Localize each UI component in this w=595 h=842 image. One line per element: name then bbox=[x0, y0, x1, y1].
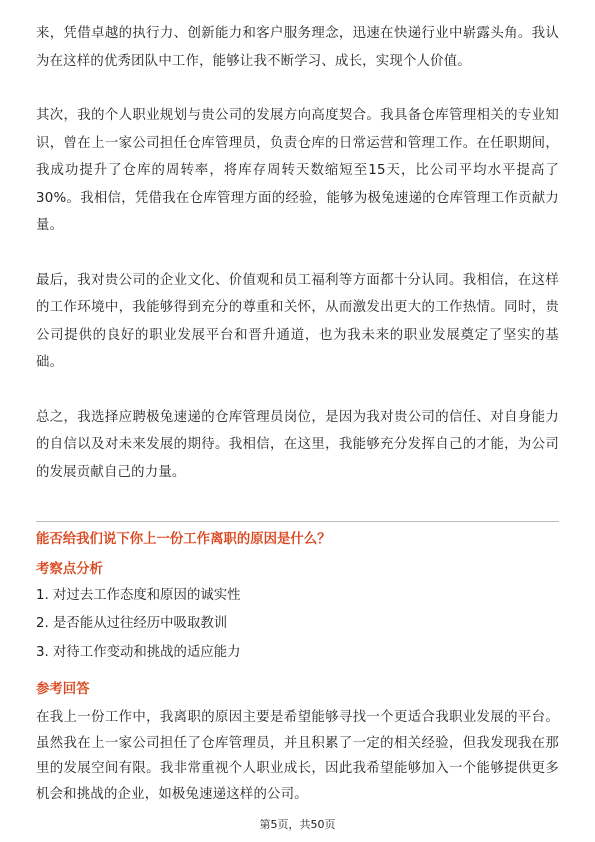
paragraph-3: 最后，我对贵公司的企业文化、价值观和员工福利等方面都十分认同。我相信，在这样的工作环境中，我能够得到充分的尊重和关怀，从而激发出更大的工作热情。同时，贵公司提供的良好的职业发展平台和晋升通道，也为我未来的职业发展奠定了坚实的基础。 bbox=[36, 272, 559, 370]
interview-question: 能否给我们说下你上一份工作离职的原因是什么？ bbox=[36, 532, 331, 547]
reference-answer: 在我上一份工作中，我离职的原因主要是希望能够寻找一个更适合我职业发展的平台。虽然我在上一家公司担任了仓库管理员，并且积累了一定的相关经验，但我发现我在那里的发展空间有限。我非常重视个人职业成长，因此我希望能够加入一个能够提供更多机会和挑战的企业，如极兔速递这样的公司。 bbox=[36, 710, 559, 802]
analysis-title: 考察点分析 bbox=[36, 562, 103, 577]
paragraph-4: 总之，我选择应聘极兔速递的仓库管理员岗位，是因为我对贵公司的信任、对自身能力的自信以及对未来发展的期待。我相信，在这里，我能够充分发挥自己的才能，为公司的发展贡献自己的力量。 bbox=[36, 409, 559, 480]
document-body bbox=[36, 0, 559, 486]
analysis-item: 2. 是否能从过往经历中吸取教训 bbox=[36, 616, 228, 631]
analysis-item: 1. 对过去工作态度和原因的诚实性 bbox=[36, 588, 241, 603]
answer-title: 参考回答 bbox=[36, 682, 90, 697]
paragraph-2: 其次，我的个人职业规划与贵公司的发展方向高度契合。我具备仓库管理相关的专业知识，曾在上一家公司担任仓库管理员，负责仓库的日常运营和管理工作。在任职期间，我成功提升了仓库的周转率，将库存周转天数缩短至15天，比公司平均水平提高了30%。我相信，凭借我在仓库管理方面的经验，能够为极兔速递的仓库管理工作贡献力量。 bbox=[36, 108, 559, 233]
analysis-item: 3. 对待工作变动和挑战的适应能力 bbox=[36, 645, 241, 660]
paragraph-1: 来，凭借卓越的执行力、创新能力和客户服务理念，迅速在快递行业中崭露头角。我认为在这样的优秀团队中工作，能够让我不断学习、成长，实现个人价值。 bbox=[36, 26, 559, 69]
section-divider bbox=[36, 521, 559, 522]
page-number: 第5页，共50页 bbox=[259, 818, 336, 831]
